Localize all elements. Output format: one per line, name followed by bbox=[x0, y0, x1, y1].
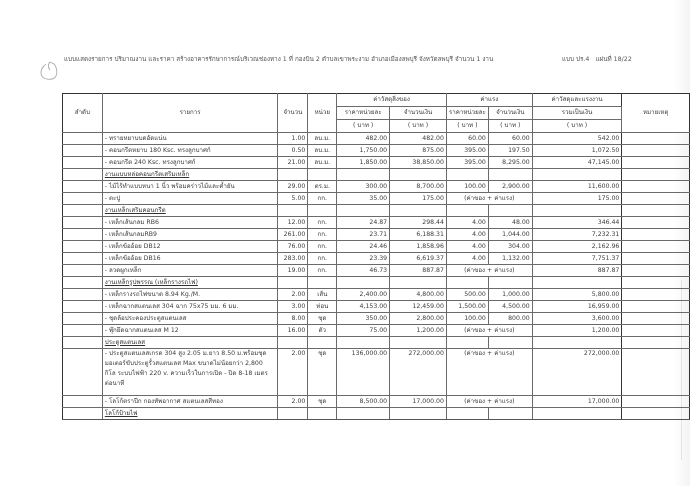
material-amount-cell: 298.44 bbox=[390, 217, 447, 229]
material-amount-cell: 6,188.31 bbox=[390, 229, 447, 241]
header-currency: ( บาท ) bbox=[390, 120, 447, 133]
material-amount-cell: 12,459.00 bbox=[390, 301, 447, 313]
material-unit-price-cell: 300.00 bbox=[337, 181, 390, 193]
labor-amount-cell: 1,132.00 bbox=[488, 253, 532, 265]
remark-cell bbox=[622, 133, 690, 145]
header-material-unit-price: ราคาหน่วยละ bbox=[337, 107, 390, 120]
unit-cell: เส้น bbox=[308, 289, 337, 301]
seq-cell bbox=[63, 253, 103, 265]
material-amount-cell: 482.00 bbox=[390, 133, 447, 145]
seq-cell bbox=[63, 408, 103, 420]
labor-unit-price-cell: 395.00 bbox=[446, 145, 488, 157]
total-amount-cell bbox=[532, 205, 622, 217]
section-title: งานเหล็กเสริมคอนกรีต bbox=[102, 205, 278, 217]
table-row bbox=[63, 396, 690, 408]
unit-cell: ท่อน bbox=[308, 301, 337, 313]
labor-unit-price-cell bbox=[446, 169, 488, 181]
header-item: รายการ bbox=[102, 94, 278, 133]
unit-cell: ลบ.ม. bbox=[308, 133, 337, 145]
material-unit-price-cell: 75.00 bbox=[337, 325, 390, 337]
labor-amount-cell: 2,900.00 bbox=[488, 181, 532, 193]
unit-cell: ลบ.ม. bbox=[308, 145, 337, 157]
header-qty: จำนวน bbox=[278, 94, 308, 133]
item-description: - คอนกรีตหยาบ 180 Ksc. ทรงลูกบาศก์ bbox=[102, 145, 278, 157]
seq-cell bbox=[63, 277, 103, 289]
material-amount-cell: 175.00 bbox=[390, 193, 447, 205]
unit-cell bbox=[308, 408, 337, 420]
labor-unit-price-cell: 4.00 bbox=[446, 253, 488, 265]
seq-cell bbox=[63, 181, 103, 193]
remark-cell bbox=[622, 205, 690, 217]
remark-cell bbox=[622, 301, 690, 313]
seq-cell bbox=[63, 229, 103, 241]
header-currency: ( บาท ) bbox=[337, 120, 390, 133]
section-row bbox=[63, 277, 690, 289]
material-unit-price-cell: 24.46 bbox=[337, 241, 390, 253]
item-description: - ประตูสแตนเลสเกรด 304 สูง 2.05 ม.ยาว 8.50 ม.พร้อมชุดมอเตอร์ขับประตูรั้วสแตนเลส Max ขนาดไม่น้อยกว่า 2,800 กิโล ระบบไฟฟ้า 220 v. ความเร็วในการเปิด - ปิด 8-18 เมตรต่อนาที bbox=[102, 349, 278, 396]
header-labor-amount: จำนวนเงิน bbox=[488, 107, 532, 120]
section-row bbox=[63, 337, 690, 349]
material-unit-price-cell: 4,153.00 bbox=[337, 301, 390, 313]
table-row bbox=[63, 289, 690, 301]
table-row bbox=[63, 265, 690, 277]
unit-cell bbox=[308, 169, 337, 181]
header-total-group: ค่าวัสดุและแรงงาน bbox=[532, 94, 622, 107]
seq-cell bbox=[63, 217, 103, 229]
seq-cell bbox=[63, 349, 103, 396]
section-row bbox=[63, 205, 690, 217]
labor-amount-cell bbox=[488, 408, 532, 420]
unit-cell: ชุด bbox=[308, 313, 337, 325]
item-description: - เหล็กรางรถไฟขนาด 8.94 Kg./M. bbox=[102, 289, 278, 301]
item-description: - เหล็กเส้นกลมRB9 bbox=[102, 229, 278, 241]
page-number: แผ่นที่ 18/22 bbox=[595, 56, 632, 63]
qty-cell: 12.00 bbox=[278, 217, 308, 229]
qty-cell bbox=[278, 277, 308, 289]
material-unit-price-cell: 35.00 bbox=[337, 193, 390, 205]
item-description: - ตะปู bbox=[102, 193, 278, 205]
combined-cost-note: (ค่าของ + ค่าแรง) bbox=[446, 325, 532, 337]
seq-cell bbox=[63, 205, 103, 217]
seq-cell bbox=[63, 265, 103, 277]
header-currency: ( บาท ) bbox=[488, 120, 532, 133]
qty-cell: 2.00 bbox=[278, 349, 308, 396]
item-description: - เหล็กข้ออ้อย DB12 bbox=[102, 241, 278, 253]
remark-cell bbox=[622, 337, 690, 349]
labor-amount-cell bbox=[488, 277, 532, 289]
labor-unit-price-cell: 100.00 bbox=[446, 181, 488, 193]
material-amount-cell: 887.87 bbox=[390, 265, 447, 277]
material-amount-cell: 875.00 bbox=[390, 145, 447, 157]
handwritten-initial-mark bbox=[36, 58, 64, 84]
qty-cell: 3.00 bbox=[278, 301, 308, 313]
labor-unit-price-cell: 4.00 bbox=[446, 241, 488, 253]
form-code: แบบ ปร.4 bbox=[562, 56, 590, 63]
seq-cell bbox=[63, 289, 103, 301]
material-unit-price-cell bbox=[337, 205, 390, 217]
seq-cell bbox=[63, 241, 103, 253]
remark-cell bbox=[622, 229, 690, 241]
header-labor-group: ค่าแรง bbox=[446, 94, 532, 107]
section-row bbox=[63, 169, 690, 181]
unit-cell bbox=[308, 205, 337, 217]
unit-cell bbox=[308, 337, 337, 349]
table-row bbox=[63, 133, 690, 145]
labor-amount-cell: 197.50 bbox=[488, 145, 532, 157]
table-row bbox=[63, 301, 690, 313]
qty-cell: 5.00 bbox=[278, 193, 308, 205]
item-description: - โลโก้ตราปีก กองทัพอากาศ สแตนเลสสีทอง bbox=[102, 396, 278, 408]
labor-unit-price-cell: 4.00 bbox=[446, 229, 488, 241]
remark-cell bbox=[622, 157, 690, 169]
seq-cell bbox=[63, 145, 103, 157]
seq-cell bbox=[63, 396, 103, 408]
material-amount-cell: 17,000.00 bbox=[390, 396, 447, 408]
material-unit-price-cell bbox=[337, 169, 390, 181]
labor-amount-cell: 60.00 bbox=[488, 133, 532, 145]
labor-amount-cell bbox=[488, 205, 532, 217]
item-description: - เหล็กข้ออ้อย DB16 bbox=[102, 253, 278, 265]
document-title: แบบแสดงรายการ ปริมาณงาน และราคา สร้างอาคารรักษาการณ์บริเวณช่องทาง 1 ที่ กองบิน 2 ตำบลเขาพระงาม อำเภอเมืองลพบุรี จังหวัดลพบุรี จำนวน 1 งาน bbox=[64, 56, 494, 63]
labor-unit-price-cell bbox=[446, 205, 488, 217]
item-description: - ไม้ไร้ทำแบบหนา 1 นิ้ว พร้อมคร่าวไม้และค้ำยัน bbox=[102, 181, 278, 193]
qty-cell bbox=[278, 205, 308, 217]
total-amount-cell: 7,232.31 bbox=[532, 229, 622, 241]
remark-cell bbox=[622, 313, 690, 325]
seq-cell bbox=[63, 301, 103, 313]
seq-cell bbox=[63, 169, 103, 181]
table-row bbox=[63, 229, 690, 241]
labor-unit-price-cell bbox=[446, 277, 488, 289]
header-currency: ( บาท ) bbox=[532, 120, 622, 133]
item-description: - พุ๊กยึดฉากสแตนเลส M 12 bbox=[102, 325, 278, 337]
total-amount-cell bbox=[532, 277, 622, 289]
table-row bbox=[63, 253, 690, 265]
header-material-amount: จำนวนเงิน bbox=[390, 107, 447, 120]
material-unit-price-cell: 2,400.00 bbox=[337, 289, 390, 301]
unit-cell: กก. bbox=[308, 241, 337, 253]
material-amount-cell: 1,200.00 bbox=[390, 325, 447, 337]
seq-cell bbox=[63, 157, 103, 169]
unit-cell: กก. bbox=[308, 193, 337, 205]
unit-cell: ตร.ม. bbox=[308, 181, 337, 193]
form-reference bbox=[562, 54, 636, 64]
table-row bbox=[63, 325, 690, 337]
unit-cell: กก. bbox=[308, 265, 337, 277]
material-unit-price-cell: 1,850.00 bbox=[337, 157, 390, 169]
material-amount-cell: 2,800.00 bbox=[390, 313, 447, 325]
labor-unit-price-cell: 500.00 bbox=[446, 289, 488, 301]
material-unit-price-cell: 8,500.00 bbox=[337, 396, 390, 408]
total-amount-cell: 3,600.00 bbox=[532, 313, 622, 325]
total-amount-cell: 2,162.96 bbox=[532, 241, 622, 253]
remark-cell bbox=[622, 253, 690, 265]
labor-unit-price-cell: 60.00 bbox=[446, 133, 488, 145]
labor-unit-price-cell: 1,500.00 bbox=[446, 301, 488, 313]
item-description: - คอนกรีต 240 Ksc. ทรงลูกบาศก์ bbox=[102, 157, 278, 169]
remark-cell bbox=[622, 349, 690, 396]
qty-cell bbox=[278, 337, 308, 349]
seq-cell bbox=[63, 337, 103, 349]
material-amount-cell: 4,800.00 bbox=[390, 289, 447, 301]
total-amount-cell: 346.44 bbox=[532, 217, 622, 229]
unit-cell: กก. bbox=[308, 217, 337, 229]
material-amount-cell bbox=[390, 408, 447, 420]
total-amount-cell bbox=[532, 408, 622, 420]
qty-cell: 8.00 bbox=[278, 313, 308, 325]
item-description: - ลวดผูกเหล็ก bbox=[102, 265, 278, 277]
material-unit-price-cell: 350.00 bbox=[337, 313, 390, 325]
item-description: - ทรายหยาบบดอัดแน่น bbox=[102, 133, 278, 145]
labor-amount-cell: 800.00 bbox=[488, 313, 532, 325]
remark-cell bbox=[622, 325, 690, 337]
table-row bbox=[63, 313, 690, 325]
remark-cell bbox=[622, 396, 690, 408]
header-labor-unit-price: ราคาหน่วยละ bbox=[446, 107, 488, 120]
section-row bbox=[63, 408, 690, 420]
item-description: - ชุดล้อประคองประตูสแตนเลส bbox=[102, 313, 278, 325]
qty-cell: 283.00 bbox=[278, 253, 308, 265]
labor-unit-price-cell: 4.00 bbox=[446, 217, 488, 229]
remark-cell bbox=[622, 181, 690, 193]
labor-unit-price-cell bbox=[446, 337, 488, 349]
table-row bbox=[63, 157, 690, 169]
section-title: โลโก้ป้ายไฟ bbox=[102, 408, 278, 420]
remark-cell bbox=[622, 277, 690, 289]
header-unit: หน่วย bbox=[308, 94, 337, 133]
labor-amount-cell: 48.00 bbox=[488, 217, 532, 229]
seq-cell bbox=[63, 133, 103, 145]
seq-cell bbox=[63, 325, 103, 337]
material-amount-cell: 8,700.00 bbox=[390, 181, 447, 193]
qty-cell: 261.00 bbox=[278, 229, 308, 241]
material-amount-cell bbox=[390, 277, 447, 289]
item-description: - เหล็กเส้นกลม RB6 bbox=[102, 217, 278, 229]
material-unit-price-cell bbox=[337, 408, 390, 420]
material-amount-cell bbox=[390, 169, 447, 181]
material-amount-cell: 272,000.00 bbox=[390, 349, 447, 396]
remark-cell bbox=[622, 241, 690, 253]
unit-cell: กก. bbox=[308, 253, 337, 265]
total-amount-cell: 17,000.00 bbox=[532, 396, 622, 408]
unit-cell: กก. bbox=[308, 229, 337, 241]
material-amount-cell bbox=[390, 337, 447, 349]
material-amount-cell bbox=[390, 205, 447, 217]
remark-cell bbox=[622, 408, 690, 420]
header-material-group: ค่าวัสดุสิ่งของ bbox=[337, 94, 447, 107]
header-total-amount: รวมเป็นเงิน bbox=[532, 107, 622, 120]
unit-cell: ตัว bbox=[308, 325, 337, 337]
labor-amount-cell bbox=[488, 169, 532, 181]
total-amount-cell: 11,600.00 bbox=[532, 181, 622, 193]
total-amount-cell: 272,000.00 bbox=[532, 349, 622, 396]
table-row bbox=[63, 241, 690, 253]
header-seq: ลำดับ bbox=[63, 94, 103, 133]
total-amount-cell: 1,200.00 bbox=[532, 325, 622, 337]
table-row bbox=[63, 181, 690, 193]
labor-amount-cell: 1,000.00 bbox=[488, 289, 532, 301]
labor-amount-cell: 304.00 bbox=[488, 241, 532, 253]
material-unit-price-cell: 23.71 bbox=[337, 229, 390, 241]
table-row bbox=[63, 217, 690, 229]
combined-cost-note: (ค่าของ + ค่าแรง) bbox=[446, 349, 532, 396]
combined-cost-note: (ค่าของ + ค่าแรง) bbox=[446, 265, 532, 277]
header-currency: ( บาท ) bbox=[446, 120, 488, 133]
remark-cell bbox=[622, 169, 690, 181]
qty-cell: 1.00 bbox=[278, 133, 308, 145]
labor-amount-cell: 8,295.00 bbox=[488, 157, 532, 169]
qty-cell: 2.00 bbox=[278, 289, 308, 301]
table-body bbox=[63, 133, 690, 420]
remark-cell bbox=[622, 217, 690, 229]
section-title: ประตูสแตนเลส bbox=[102, 337, 278, 349]
table-row bbox=[63, 349, 690, 396]
table-row bbox=[63, 193, 690, 205]
material-unit-price-cell: 46.73 bbox=[337, 265, 390, 277]
unit-cell: ชุด bbox=[308, 396, 337, 408]
total-amount-cell: 16,959.00 bbox=[532, 301, 622, 313]
labor-unit-price-cell: 100.00 bbox=[446, 313, 488, 325]
section-title: งานแบบหล่อคอนกรีตเสริมเหล็ก bbox=[102, 169, 278, 181]
qty-cell: 29.00 bbox=[278, 181, 308, 193]
labor-unit-price-cell: 395.00 bbox=[446, 157, 488, 169]
remark-cell bbox=[622, 289, 690, 301]
total-amount-cell: 5,800.00 bbox=[532, 289, 622, 301]
total-amount-cell bbox=[532, 169, 622, 181]
unit-cell: ชุด bbox=[308, 349, 337, 396]
total-amount-cell: 47,145.00 bbox=[532, 157, 622, 169]
table-row bbox=[63, 145, 690, 157]
qty-cell bbox=[278, 169, 308, 181]
qty-cell: 0.50 bbox=[278, 145, 308, 157]
item-description: - เหล็กฉากสแตนเลส 304 ฉาก 75x75 มม. 6 มม. bbox=[102, 301, 278, 313]
material-unit-price-cell bbox=[337, 337, 390, 349]
header-remark: หมายเหตุ bbox=[622, 94, 690, 133]
material-unit-price-cell: 1,750.00 bbox=[337, 145, 390, 157]
combined-cost-note: (ค่าของ + ค่าแรง) bbox=[446, 193, 532, 205]
seq-cell bbox=[63, 313, 103, 325]
material-unit-price-cell: 24.87 bbox=[337, 217, 390, 229]
qty-cell: 2.00 bbox=[278, 396, 308, 408]
labor-amount-cell: 1,044.00 bbox=[488, 229, 532, 241]
total-amount-cell: 1,072.50 bbox=[532, 145, 622, 157]
table-header bbox=[63, 94, 690, 133]
labor-amount-cell bbox=[488, 337, 532, 349]
remark-cell bbox=[622, 265, 690, 277]
qty-cell: 19.00 bbox=[278, 265, 308, 277]
material-amount-cell: 38,850.00 bbox=[390, 157, 447, 169]
remark-cell bbox=[622, 145, 690, 157]
labor-amount-cell: 4,500.00 bbox=[488, 301, 532, 313]
qty-cell bbox=[278, 408, 308, 420]
qty-cell: 21.00 bbox=[278, 157, 308, 169]
material-unit-price-cell: 482.00 bbox=[337, 133, 390, 145]
qty-cell: 76.00 bbox=[278, 241, 308, 253]
material-amount-cell: 1,858.96 bbox=[390, 241, 447, 253]
material-unit-price-cell: 23.39 bbox=[337, 253, 390, 265]
labor-unit-price-cell bbox=[446, 408, 488, 420]
material-amount-cell: 6,619.37 bbox=[390, 253, 447, 265]
combined-cost-note: (ค่าของ + ค่าแรง) bbox=[446, 396, 532, 408]
seq-cell bbox=[63, 193, 103, 205]
material-unit-price-cell bbox=[337, 277, 390, 289]
total-amount-cell bbox=[532, 337, 622, 349]
material-unit-price-cell: 136,000.00 bbox=[337, 349, 390, 396]
remark-cell bbox=[622, 193, 690, 205]
section-title: งานเหล็กรูปพรรณ (เหล็กรางรถไฟ) bbox=[102, 277, 278, 289]
total-amount-cell: 887.87 bbox=[532, 265, 622, 277]
total-amount-cell: 542.00 bbox=[532, 133, 622, 145]
unit-cell: ลบ.ม. bbox=[308, 157, 337, 169]
total-amount-cell: 7,751.37 bbox=[532, 253, 622, 265]
total-amount-cell: 175.00 bbox=[532, 193, 622, 205]
boq-table bbox=[62, 93, 690, 420]
qty-cell: 16.00 bbox=[278, 325, 308, 337]
unit-cell bbox=[308, 277, 337, 289]
